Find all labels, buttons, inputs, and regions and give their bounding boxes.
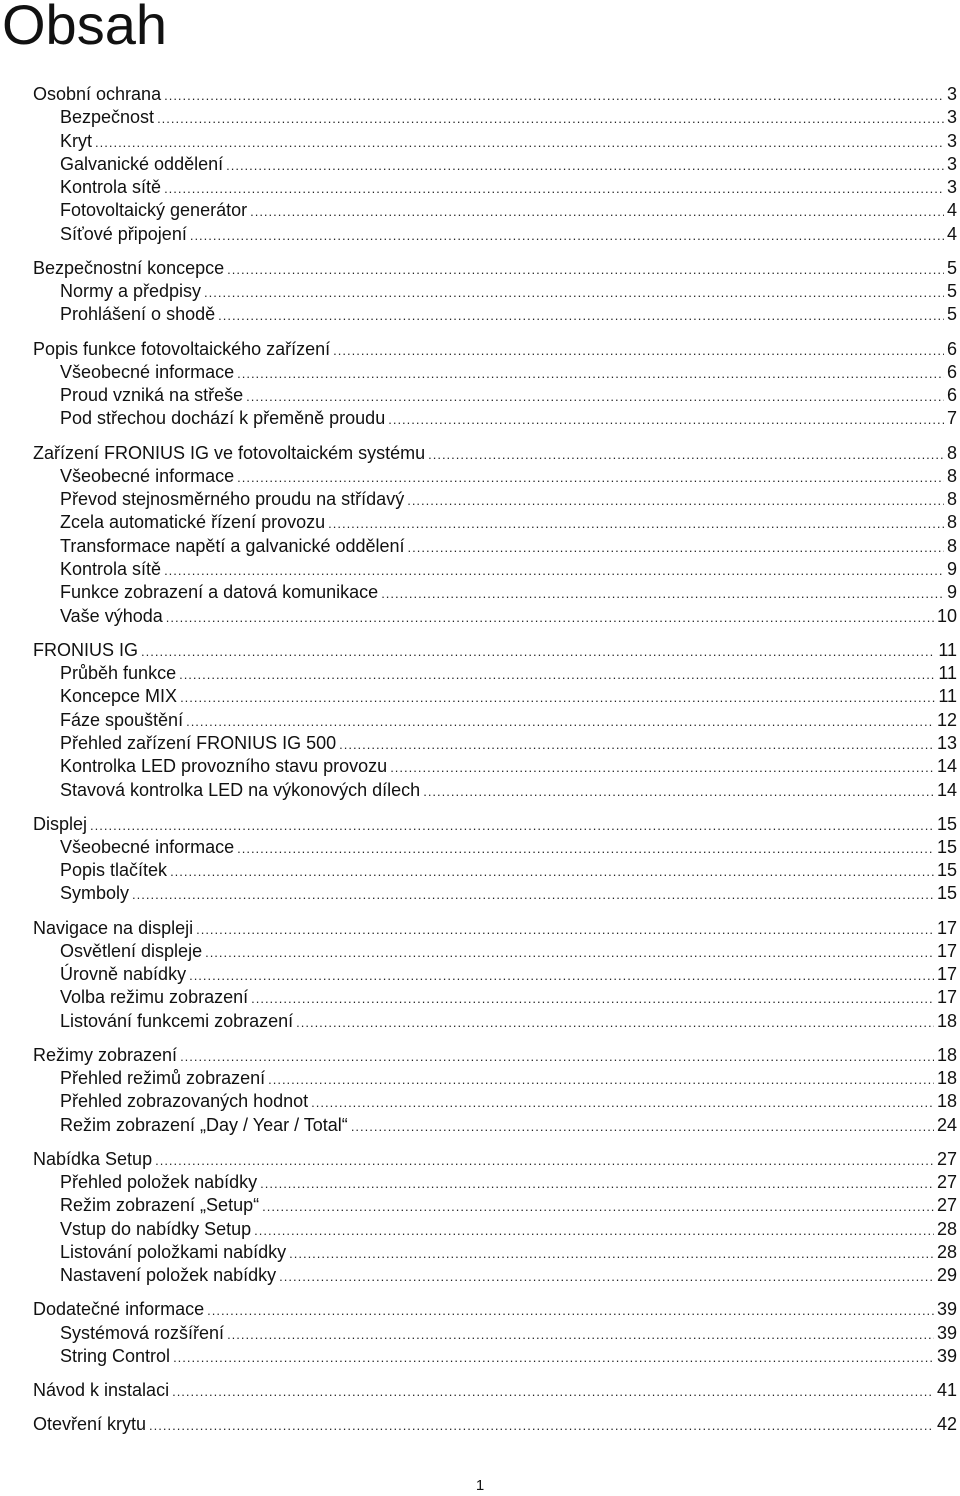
toc-subentry[interactable] (33, 488, 957, 511)
dot-leader (170, 859, 934, 883)
toc-entry-page: 28 (936, 1242, 957, 1263)
toc-entry-page: 10 (936, 605, 957, 626)
toc-subentry[interactable] (33, 581, 957, 604)
toc-entry-label: Prohlášení o shodě (60, 304, 216, 325)
toc-entry[interactable] (33, 813, 957, 836)
toc-entry-label: Vaše výhoda (60, 605, 163, 626)
toc-entry-page: 17 (936, 964, 957, 985)
toc-entry-label: Kontrola sítě (60, 177, 162, 198)
toc-subentry[interactable] (33, 1090, 957, 1113)
toc-subentry[interactable] (33, 986, 957, 1009)
dot-leader (190, 223, 944, 247)
toc-entry-label: Úrovně nabídky (60, 964, 187, 985)
toc-entry-label: Všeobecné informace (60, 836, 235, 857)
toc-entry-label: Bezpečnostní koncepce (33, 257, 225, 278)
dot-leader (407, 488, 944, 512)
dot-leader (226, 153, 944, 177)
toc-entry[interactable] (33, 257, 957, 280)
toc-entry-label: Nabídka Setup (33, 1148, 153, 1169)
dot-leader (180, 685, 935, 709)
dot-leader (351, 1114, 934, 1138)
toc-subentry[interactable] (33, 1322, 957, 1345)
toc-entry-page: 11 (938, 663, 957, 684)
page-number: 1 (475, 1477, 485, 1494)
toc-subentry[interactable] (33, 662, 957, 685)
toc-entry-page: 15 (936, 860, 957, 881)
toc-entry-label: Kontrola sítě (60, 559, 162, 580)
dot-leader (381, 581, 944, 605)
toc-entry-page: 5 (946, 281, 957, 302)
dot-leader (205, 940, 934, 964)
dot-leader (207, 1298, 934, 1322)
toc-entry[interactable] (33, 1044, 957, 1067)
toc-entry-page: 12 (936, 709, 957, 730)
toc-subentry[interactable] (33, 940, 957, 963)
toc-entry-page: 11 (938, 639, 957, 660)
dot-leader (164, 83, 944, 107)
toc-subentry[interactable] (33, 511, 957, 534)
dot-leader (390, 755, 934, 779)
toc-entry-label: Proud vzniká na střeše (60, 385, 244, 406)
dot-leader (254, 1218, 934, 1242)
dot-leader (179, 662, 935, 686)
toc-entry-label: FRONIUS IG (33, 639, 139, 660)
toc-subentry[interactable] (33, 153, 957, 176)
toc-entry[interactable] (33, 338, 957, 361)
toc-entry-page: 39 (936, 1322, 957, 1343)
toc-entry-label: Bezpečnost (60, 107, 155, 128)
toc-subentry[interactable] (33, 1010, 957, 1033)
dot-leader (423, 779, 934, 803)
toc-subentry[interactable] (33, 836, 957, 859)
toc-subentry[interactable] (33, 535, 957, 558)
dot-leader (227, 1322, 934, 1346)
toc-entry-page: 8 (946, 489, 957, 510)
dot-leader (388, 407, 944, 431)
dot-leader (237, 836, 934, 860)
toc-entry-label: String Control (60, 1346, 171, 1367)
toc-subentry[interactable] (33, 361, 957, 384)
toc-entry-label: Přehled zobrazovaných hodnot (60, 1091, 309, 1112)
dot-leader (268, 1067, 934, 1091)
toc-entry-label: Všeobecné informace (60, 465, 235, 486)
dot-leader (339, 732, 934, 756)
toc-subentry[interactable] (33, 1218, 957, 1241)
dot-leader (204, 280, 944, 304)
toc-entry-page: 17 (936, 987, 957, 1008)
toc-entry-label: Osobní ochrana (33, 84, 162, 104)
toc-entry[interactable] (33, 1298, 957, 1321)
toc-subentry[interactable] (33, 558, 957, 581)
toc-entry-page: 17 (936, 917, 957, 938)
toc-entry-page: 27 (936, 1148, 957, 1169)
dot-leader (180, 1044, 934, 1068)
toc-entry-page: 39 (936, 1299, 957, 1320)
toc-entry-label: Osvětlení displeje (60, 940, 203, 961)
toc-entry-page: 4 (946, 223, 957, 244)
toc-entry-label: Systémová rozšíření (60, 1322, 225, 1343)
toc-entry-page: 41 (936, 1380, 957, 1401)
dot-leader (196, 917, 934, 941)
toc-entry-label: Režimy zobrazení (33, 1044, 178, 1065)
toc-entry[interactable] (33, 1148, 957, 1171)
dot-leader (189, 963, 934, 987)
toc-subentry[interactable] (33, 709, 957, 732)
toc-entry-page: 13 (936, 732, 957, 753)
toc-entry-label: Přehled režimů zobrazení (60, 1068, 266, 1089)
dot-leader (262, 1194, 934, 1218)
toc-entry-page: 17 (936, 940, 957, 961)
toc-entry-page: 9 (946, 559, 957, 580)
toc-subentry[interactable] (33, 1264, 957, 1287)
toc-subentry[interactable] (33, 859, 957, 882)
dot-leader (166, 605, 934, 629)
toc-subentry[interactable] (33, 176, 957, 199)
page-title: Obsah (2, 0, 167, 56)
toc-entry-page: 8 (946, 512, 957, 533)
toc-entry-page: 28 (936, 1218, 957, 1239)
toc-entry-label: Koncepce MIX (60, 686, 178, 707)
toc-entry-page: 15 (936, 813, 957, 834)
toc-subentry[interactable] (33, 963, 957, 986)
toc-subentry[interactable] (33, 465, 957, 488)
dot-leader (250, 199, 944, 223)
toc-subentry[interactable] (33, 384, 957, 407)
table-of-contents (33, 83, 957, 1437)
toc-subentry[interactable] (33, 1194, 957, 1217)
toc-entry-page: 14 (936, 779, 957, 800)
dot-leader (157, 106, 944, 130)
toc-subentry[interactable] (33, 882, 957, 905)
dot-leader (260, 1171, 934, 1195)
toc-entry[interactable] (33, 639, 957, 662)
toc-entry-page: 42 (936, 1414, 957, 1435)
toc-entry-label: Popis funkce fotovoltaického zařízení (33, 338, 331, 359)
toc-entry-label: Přehled položek nabídky (60, 1172, 258, 1193)
toc-entry-page: 7 (946, 408, 957, 429)
toc-subentry[interactable] (33, 1067, 957, 1090)
toc-entry-label: Funkce zobrazení a datová komunikace (60, 582, 379, 603)
toc-entry-label: Přehled zařízení FRONIUS IG 500 (60, 732, 337, 753)
dot-leader (251, 986, 934, 1010)
toc-entry[interactable] (33, 83, 957, 106)
toc-entry-label: Transformace napětí a galvanické oddělení (60, 535, 405, 556)
dot-leader (227, 257, 944, 281)
toc-subentry[interactable] (33, 755, 957, 778)
toc-entry-page: 18 (936, 1091, 957, 1112)
toc-entry-page: 14 (936, 756, 957, 777)
toc-entry[interactable] (33, 1379, 957, 1402)
toc-subentry[interactable] (33, 1171, 957, 1194)
toc-subentry[interactable] (33, 1114, 957, 1137)
toc-entry-label: Listování funkcemi zobrazení (60, 1010, 294, 1031)
toc-entry-page: 3 (946, 107, 957, 128)
toc-entry-page: 27 (936, 1195, 957, 1216)
toc-entry-page: 5 (946, 257, 957, 278)
toc-subentry[interactable] (33, 685, 957, 708)
dot-leader (155, 1148, 934, 1172)
toc-entry-page: 6 (946, 338, 957, 359)
toc-entry-page: 18 (936, 1068, 957, 1089)
toc-entry-label: Síťové připojení (60, 223, 187, 244)
toc-entry-label: Galvanické oddělení (60, 153, 224, 174)
toc-entry-label: Dodatečné informace (33, 1299, 205, 1320)
toc-entry-page: 3 (946, 84, 957, 104)
dot-leader (428, 442, 944, 466)
toc-entry-label: Režim zobrazení „Setup“ (60, 1195, 260, 1216)
toc-subentry[interactable] (33, 280, 957, 303)
dot-leader (186, 709, 934, 733)
toc-entry-label: Displej (33, 813, 88, 834)
toc-entry-label: Režim zobrazení „Day / Year / Total“ (60, 1114, 348, 1135)
toc-entry-page: 27 (936, 1172, 957, 1193)
toc-entry-label: Nastavení položek nabídky (60, 1265, 277, 1286)
toc-entry-page: 9 (946, 582, 957, 603)
toc-entry-page: 15 (936, 836, 957, 857)
toc-entry-page: 29 (936, 1265, 957, 1286)
toc-entry-label: Průběh funkce (60, 663, 177, 684)
toc-subentry[interactable] (33, 223, 957, 246)
toc-entry-label: Fáze spouštění (60, 709, 184, 730)
toc-subentry[interactable] (33, 1241, 957, 1264)
dot-leader (408, 535, 944, 559)
toc-entry-page: 8 (946, 465, 957, 486)
toc-entry-page: 8 (946, 442, 957, 463)
toc-entry-page: 3 (946, 130, 957, 151)
toc-subentry[interactable] (33, 106, 957, 129)
dot-leader (95, 130, 944, 154)
toc-entry-page: 3 (946, 153, 957, 174)
toc-entry-page: 24 (936, 1114, 957, 1135)
toc-entry-label: Převod stejnosměrného proudu na střídavý (60, 489, 405, 510)
toc-subentry[interactable] (33, 407, 957, 430)
toc-entry-label: Symboly (60, 883, 130, 904)
toc-entry-label: Kontrolka LED provozního stavu provozu (60, 756, 388, 777)
toc-entry-label: Vstup do nabídky Setup (60, 1218, 252, 1239)
dot-leader (328, 511, 944, 535)
dot-leader (296, 1010, 934, 1034)
toc-subentry[interactable] (33, 303, 957, 326)
toc-subentry[interactable] (33, 779, 957, 802)
toc-entry[interactable] (33, 917, 957, 940)
dot-leader (246, 384, 944, 408)
toc-entry-page: 3 (946, 177, 957, 198)
toc-entry-label: Listování položkami nabídky (60, 1242, 287, 1263)
toc-subentry[interactable] (33, 130, 957, 153)
dot-leader (279, 1264, 934, 1288)
dot-leader (149, 1413, 934, 1437)
dot-leader (311, 1090, 934, 1114)
toc-entry-label: Kryt (60, 130, 93, 151)
toc-entry-page: 18 (936, 1010, 957, 1031)
toc-entry-page: 18 (936, 1044, 957, 1065)
dot-leader (237, 465, 944, 489)
dot-leader (132, 882, 934, 906)
dot-leader (90, 813, 934, 837)
dot-leader (164, 176, 944, 200)
toc-entry-page: 5 (946, 304, 957, 325)
toc-entry-page: 15 (936, 883, 957, 904)
toc-subentry[interactable] (33, 605, 957, 628)
toc-entry-page: 6 (946, 361, 957, 382)
toc-entry-page: 11 (938, 686, 957, 707)
dot-leader (289, 1241, 934, 1265)
dot-leader (172, 1379, 934, 1403)
dot-leader (164, 558, 944, 582)
dot-leader (218, 303, 944, 327)
toc-entry-label: Normy a předpisy (60, 281, 202, 302)
toc-entry-page: 8 (946, 535, 957, 556)
toc-entry[interactable] (33, 1413, 957, 1436)
toc-entry-label: Pod střechou dochází k přeměně proudu (60, 408, 386, 429)
toc-entry-label: Popis tlačítek (60, 860, 168, 881)
toc-entry-label: Zařízení FRONIUS IG ve fotovoltaickém systému (33, 442, 426, 463)
toc-subentry[interactable] (33, 1345, 957, 1368)
toc-entry-label: Stavová kontrolka LED na výkonových dílech (60, 779, 421, 800)
toc-subentry[interactable] (33, 732, 957, 755)
toc-entry-label: Všeobecné informace (60, 361, 235, 382)
toc-subentry[interactable] (33, 199, 957, 222)
toc-entry-label: Zcela automatické řízení provozu (60, 512, 326, 533)
dot-leader (173, 1345, 934, 1369)
toc-entry-page: 4 (946, 200, 957, 221)
toc-entry-label: Volba režimu zobrazení (60, 987, 249, 1008)
toc-entry-page: 6 (946, 385, 957, 406)
toc-entry[interactable] (33, 442, 957, 465)
toc-entry-page: 39 (936, 1346, 957, 1367)
dot-leader (141, 639, 935, 663)
toc-entry-label: Fotovoltaický generátor (60, 200, 248, 221)
toc-entry-label: Návod k instalaci (33, 1380, 170, 1401)
dot-leader (237, 361, 944, 385)
dot-leader (333, 338, 944, 362)
toc-entry-label: Navigace na displeji (33, 917, 194, 938)
toc-entry-label: Otevření krytu (33, 1414, 147, 1435)
